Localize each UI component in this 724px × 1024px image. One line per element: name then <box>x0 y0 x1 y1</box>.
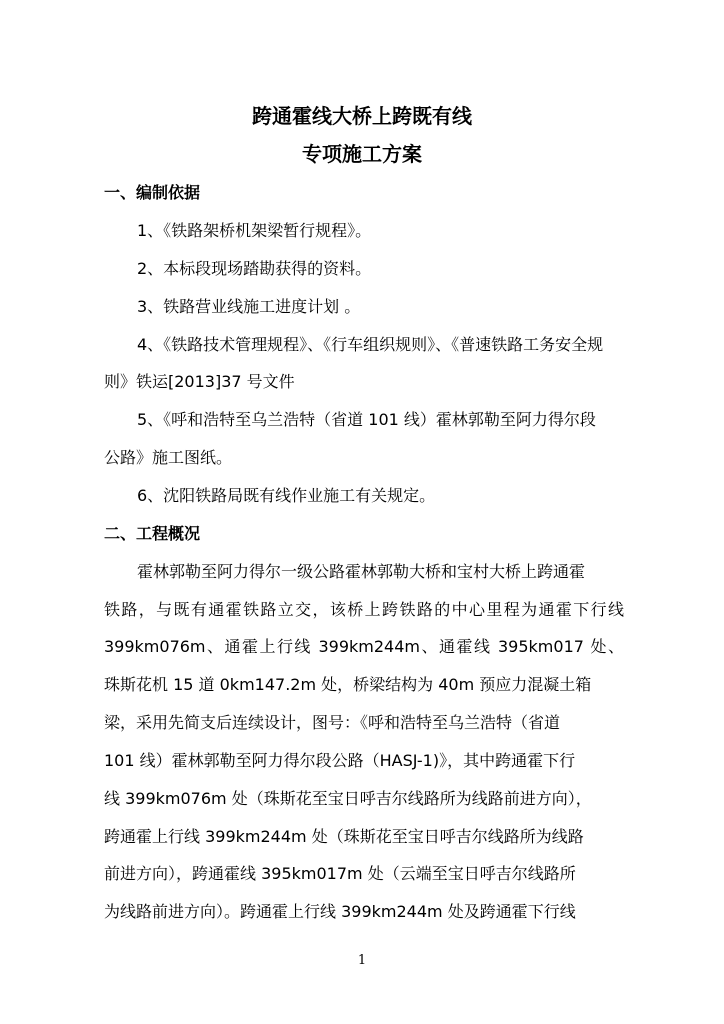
paragraph-line: 为线路前进方向）。跨通霍上行线 399km244m 处及跨通霍下行线 <box>104 902 576 921</box>
document-subtitle: 专项施工方案 <box>302 142 422 166</box>
document-title: 跨通霍线大桥上跨既有线 <box>252 104 472 128</box>
paragraph-line: 梁，采用先简支后连续设计，图号：《呼和浩特至乌兰浩特（省道 <box>104 713 561 732</box>
paragraph-line: 则》铁运[2013]37 号文件 <box>104 372 295 391</box>
paragraph-line: 线 399km076m 处（珠斯花至宝日呼吉尔线路所为线路前进方向）， <box>104 789 592 808</box>
paragraph-line: 6、沈阳铁路局既有线作业施工有关规定。 <box>137 486 436 505</box>
paragraph-line: 4、《铁路技术管理规程》、《行车组织规则》、《普速铁路工务安全规 <box>137 335 604 354</box>
paragraph-line: 1、《铁路架桥机架梁暂行规程》。 <box>137 221 372 240</box>
page-number: 1 <box>357 953 367 968</box>
paragraph-line: 跨通霍上行线 399km244m 处（珠斯花至宝日呼吉尔线路所为线路 <box>104 827 584 846</box>
section-heading-overview: 二、工程概况 <box>104 524 201 543</box>
paragraph-line: 3、铁路营业线施工进度计划 。 <box>137 297 361 316</box>
paragraph-line: 2、本标段现场踏勘获得的资料。 <box>137 259 372 278</box>
paragraph-line: 公路》施工图纸。 <box>104 448 233 467</box>
paragraph-line: 霍林郭勒至阿力得尔一级公路霍林郭勒大桥和宝村大桥上跨通霍 <box>137 562 586 581</box>
paragraph-line: 101 线）霍林郭勒至阿力得尔段公路（HASJ-1)》，其中跨通霍下行 <box>104 751 576 770</box>
paragraph-line: 前进方向），跨通霍线 395km017m 处（云端至宝日呼吉尔线路所 <box>104 864 576 883</box>
paragraph-line: 5、《呼和浩特至乌兰浩特（省道 101 线）霍林郭勒至阿力得尔段 <box>137 410 596 429</box>
paragraph-line: 399km076m、通霍上行线 399km244m、通霍线 395km017 处、 <box>104 637 624 656</box>
paragraph-line: 铁路，与既有通霍铁路立交，该桥上跨铁路的中心里程为通霍下行线 <box>104 600 624 619</box>
paragraph-line: 珠斯花机 15 道 0km147.2m 处，桥梁结构为 40m 预应力混凝土箱 <box>104 675 592 694</box>
section-heading-basis: 一、编制依据 <box>104 183 201 202</box>
